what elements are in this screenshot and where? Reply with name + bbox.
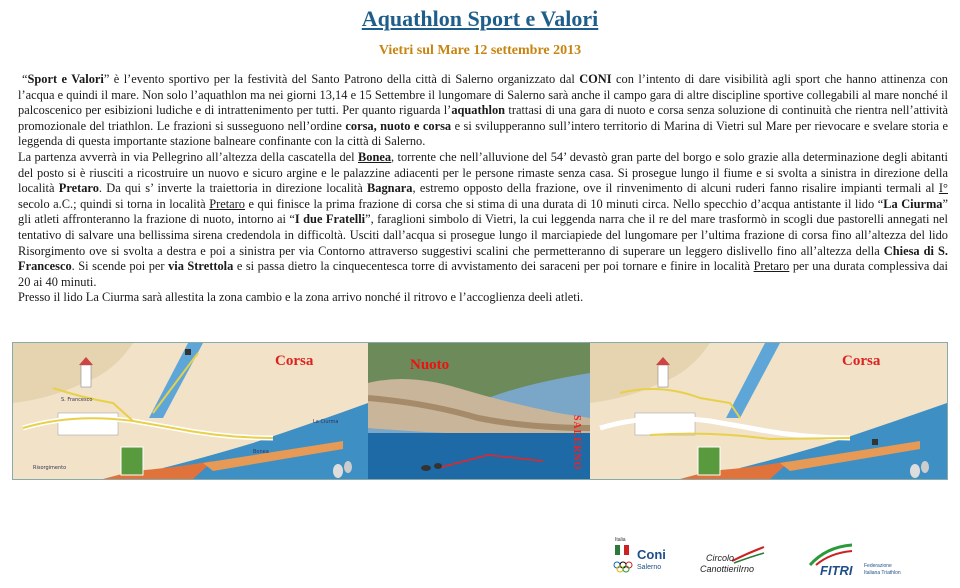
page-subtitle: Vietri sul Mare 12 settembre 2013 [378, 43, 582, 58]
text-run: con l’intento di dare visibilità agli sport che hanno attinenza con l’acqua e quindi il mare. Non solo l’aquathlon ma nei giorni 13,14 e 15 Settembre il lungomare di Salerno sarà anche il campo gara di altre discipline sportive collegabili al mare nonché il palcoscenico per esibizioni ludiche e di intrattenimento per tutti. Per quanto riguarda l’ [18, 72, 948, 118]
map-label-ciurma: La Ciurma [313, 419, 339, 425]
bold-order: corsa, nuoto e corsa [345, 118, 452, 133]
fitri-name: FITRI [820, 563, 853, 578]
underline-secolo: I° [938, 181, 948, 196]
bold-i-due-fratelli: I due Fratelli [294, 212, 366, 227]
paragraph-1 [18, 72, 948, 150]
corsa-map-right [590, 343, 947, 479]
bold-bonea: Bonea [357, 149, 392, 164]
underline-pretaro: Pretaro [209, 196, 245, 211]
nuoto-photo-drawing [368, 343, 590, 479]
olympic-rings-icon [612, 543, 634, 579]
bold-chiesa: Chiesa di S. Francesco [18, 243, 948, 274]
text-run: e qui finisce la prima frazione di corsa che si stima di una durata di 10 minuti circa. Nello specchio d’acqua antistante il lido “ [245, 196, 884, 211]
map-label-bonea: Bonea [253, 449, 269, 455]
corsa-label-left: Corsa [275, 353, 314, 369]
text-run: . Si scende poi per [71, 259, 169, 274]
text-run: , torrente che nell’alluvione del 54’ devastò gran parte del borgo e solo grazie alla determinazione degli abitanti del posto si è riusciti a ricostruire un nuovo e sicuro argine e le palazzine adiacenti per le persone rimaste senza casa. Si prosegue lungo il fiume e si svolta a sinistra in direzione della località [18, 149, 948, 196]
bold-via-strettola: via Strettola [168, 259, 234, 274]
nuoto-label: Nuoto [410, 357, 450, 373]
map-label-san-francesco: S. Francesco [61, 397, 93, 403]
underline-pretaro: Pretaro [753, 259, 790, 274]
coni-logo [612, 537, 682, 579]
bold-aquathlon: aquathlon [451, 103, 506, 118]
bold-pretaro: Pretaro [58, 181, 99, 196]
text-run: trattasi di una gara di nuoto e corsa senza soluzione di continuità che rientra nell’attività promozionale del triathlon. Le frazioni si susseguono nell’ordine [18, 103, 948, 133]
salerno-label: SALERNO [571, 415, 582, 471]
text-run: ”, faraglioni simbolo di Vietri, la cui leggenda narra che il re del mare trasformò in scogli due pastorelli annegati nel tentativo di salvare una bellissima sirena credendola in difficoltà. Usciti dall’acqua si prosegue lungo il marciapiede del lungomare per l’ultima frazione di corsa fino all’altezza del lido Risorgimento ove si svolta a destra e poi a sinistra per via Contorno attraverso suggestivi scalini che permetteranno di superare un leggero dislivello fino all’altezza della [18, 212, 948, 258]
page-title: Aquathlon Sport e Valori [361, 6, 599, 31]
corsa-map-left-drawing [13, 343, 368, 479]
text-run: . Da qui s’ inverte la traiettoria in direzione località [98, 181, 368, 196]
nuoto-photo [368, 343, 590, 479]
fitri-logo [806, 543, 916, 579]
text-run: ” gli atleti affronteranno la frazione di nuoto, intorno ai “ [18, 196, 948, 227]
paragraph-2 [18, 150, 948, 290]
corsa-map-right-drawing [590, 343, 947, 479]
coni-sub: Salerno [637, 564, 662, 571]
fitri-sub2: Italiana Triathlon [864, 570, 901, 576]
text-run: e si passa dietro la cinquecentesca torre di avvistamento dei saraceni per poi tornare e finire in località [233, 259, 754, 274]
circolo-logo [700, 543, 780, 579]
circolo-line1: Circolo [706, 553, 735, 563]
paragraph-3: Presso il lido La Ciurma sarà allestita la zona cambio e la zona arrivo nonché il ritrovo e l’accoglienza deeli atleti. [18, 290, 584, 305]
bold-bagnara: Bagnara [367, 181, 413, 196]
coni-top-text: Italia [615, 537, 626, 543]
corsa-map-left [13, 343, 368, 479]
text-run: per una durata complessiva dai 20 ai 40 minuti. [18, 259, 948, 289]
coni-name: Coni [637, 547, 666, 562]
text-run: secolo a.C.; quindi si torna in località [18, 196, 210, 211]
bold-coni: CONI [579, 72, 612, 86]
text-run: ” è l’evento sportivo per la festività del Santo Patrono della città di Salerno organizzato dal [103, 72, 580, 86]
text-run: e si svilupperanno sull’intero territorio di Marina di Vietri sul Mare per rievocare e svelare storia e leggenda di questa importante stazione balneare confinante con la città di Salerno. [18, 118, 948, 149]
article-body [18, 72, 948, 306]
bold-la-ciurma: La Ciurma [883, 196, 943, 211]
course-maps-strip [12, 342, 948, 480]
circolo-line2: CanottieriIrno [700, 564, 755, 574]
corsa-label-right: Corsa [842, 353, 881, 369]
text-run: La partenza avverrà in via Pellegrino all’altezza della cascatella del [18, 149, 358, 164]
fitri-sub1: Federazione [864, 563, 892, 569]
text-run: “ [22, 72, 28, 86]
text-run: , estremo opposto della frazione, ove il rinvenimento di alcuni ruderi fanno risalire impianti termali al [412, 181, 939, 196]
map-label-risorgimento: Risorgimento [33, 465, 67, 471]
bold-sport-e-valori: Sport e Valori [27, 72, 104, 86]
boat-flag-icon [730, 543, 766, 565]
